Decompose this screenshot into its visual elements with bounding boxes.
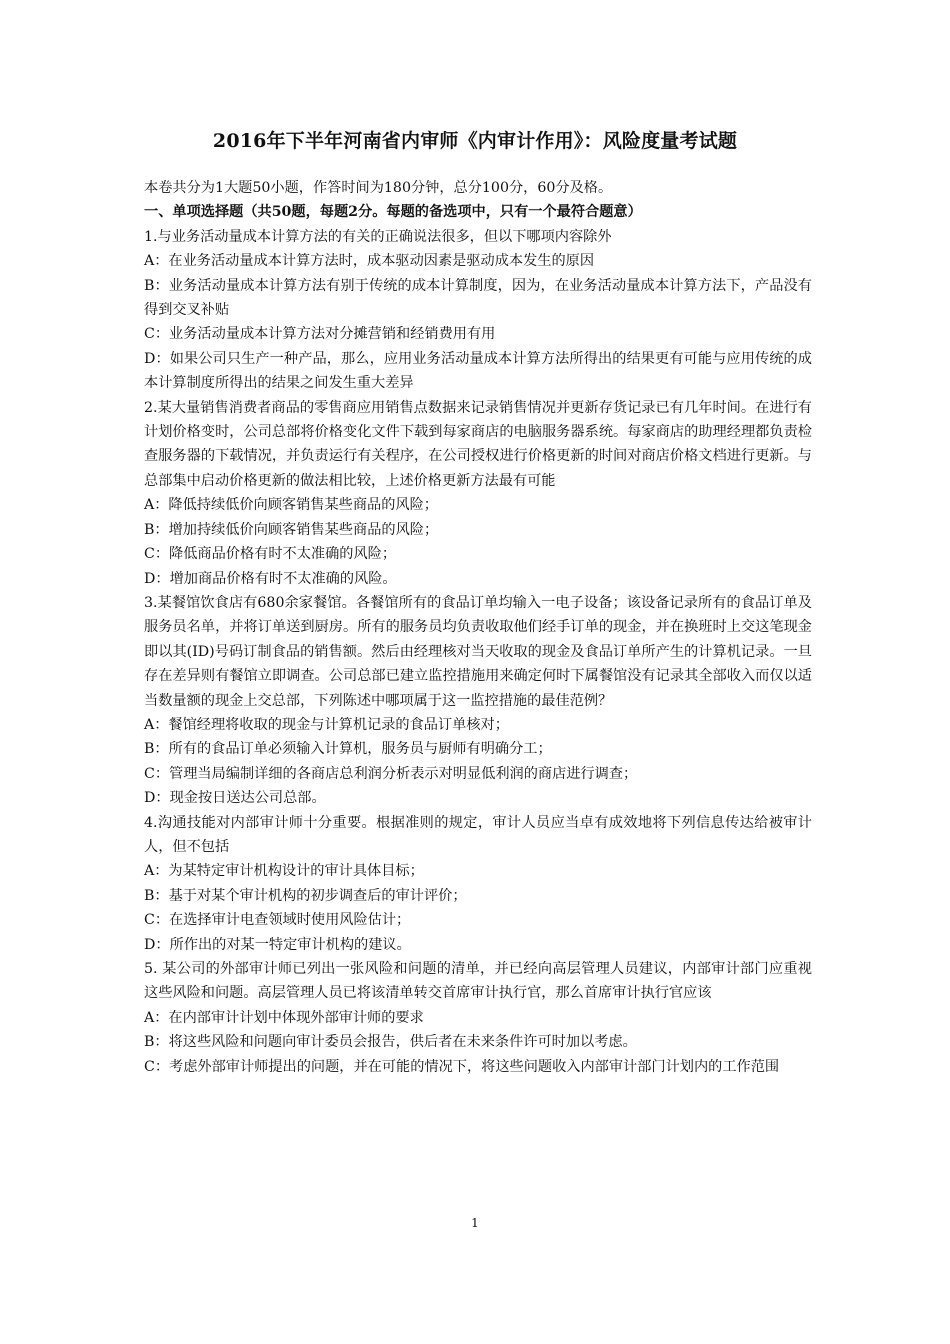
question-block	[144, 396, 812, 591]
question-block	[144, 811, 812, 957]
question-stem: 5. 某公司的外部审计师已列出一张风险和问题的清单，并已经向高层管理人员建议，内部审计部门应重视这些风险和问题。高层管理人员已将该清单转交首席审计执行官，那么首席审计执行官应该	[144, 961, 812, 1002]
section-heading: 一、单项选择题（共50题，每题2分。每题的备选项中，只有一个最符合题意）	[144, 204, 642, 221]
document-body	[144, 176, 812, 1079]
question-option: D：增加商品价格有时不太准确的风险。	[144, 570, 397, 587]
question-option: B：将这些风险和问题向审计委员会报告，供后者在未来条件许可时加以考虑。	[144, 1034, 637, 1051]
question-option: B：所有的食品订单必须输入计算机，服务员与厨师有明确分工；	[144, 741, 552, 758]
question-option: D：所作出的对某一特定审计机构的建议。	[144, 936, 411, 953]
question-option: A：在业务活动量成本计算方法时，成本驱动因素是驱动成本发生的原因	[144, 253, 595, 270]
question-option: B：业务活动量成本计算方法有别于传统的成本计算制度，因为，在业务活动量成本计算方法下，产品没有得到交叉补贴	[144, 277, 812, 319]
question-block	[144, 957, 812, 1079]
question-block	[144, 591, 812, 811]
exam-intro: 本卷共分为1大题50小题，作答时间为180分钟，总分100分，60分及格。	[144, 180, 613, 196]
question-option: A：在内部审计计划中体现外部审计师的要求	[144, 1009, 424, 1026]
question-option: A：为某特定审计机构设计的审计具体目标；	[144, 863, 424, 880]
question-stem: 2.某大量销售消费者商品的零售商应用销售点数据来记录销售情况并更新存货记录已有几年时间。在进行有计划价格变时，公司总部将价格变化文件下载到每家商店的电脑服务器系统。每家商店的助理经理都负责检查服务器的下载情况，并负责运行有关程序，在公司授权进行价格更新的时间对商店价格文档进行更新。与总部集中启动价格更新的做法相比较，上述价格更新方法最有可能	[144, 399, 812, 489]
question-option: D：如果公司只生产一种产品，那么，应用业务活动量成本计算方法所得出的结果更有可能与应用传统的成本计算制度所得出的结果之间发生重大差异	[144, 350, 812, 392]
question-stem: 3.某餐馆饮食店有680余家餐馆。各餐馆所有的食品订单均输入一电子设备；该设备记录所有的食品订单及服务员名单，并将订单送到厨房。所有的服务员均负责收取他们经手订单的现金，并在换班时上交这笔现金即以其(ID)号码订制食品的销售额。然后由经理核对当天收取的现金及食品订单所产生的计算机记录。一旦存在差异则有餐馆立即调查。公司总部已建立监控措施用来确定何时下属餐馆没有记录其全部收入而仅以适当数量额的现金上交总部，下列陈述中哪项属于这一监控措施的最佳范例？	[144, 594, 812, 709]
question-stem: 4.沟通技能对内部审计师十分重要。根据准则的规定，审计人员应当卓有成效地将下列信息传达给被审计人，但不包括	[144, 814, 812, 855]
question-option: B：基于对某个审计机构的初步调查后的审计评价；	[144, 887, 467, 904]
question-option: B：增加持续低价向顾客销售某些商品的风险；	[144, 521, 439, 538]
question-option: D：现金按日送达公司总部。	[144, 790, 326, 807]
question-stem: 1.与业务活动量成本计算方法的有关的正确说法很多，但以下哪项内容除外	[144, 228, 612, 245]
question-option: C：管理当局编制详细的各商店总利润分析表示对明显低利润的商店进行调查；	[144, 765, 638, 782]
question-option: C：在选择审计电查领域时使用风险估计；	[144, 912, 411, 929]
question-option: A：降低持续低价向顾客销售某些商品的风险；	[144, 497, 438, 514]
question-option: C：降低商品价格有时不太准确的风险；	[144, 546, 397, 563]
question-option: A：餐馆经理将收取的现金与计算机记录的食品订单核对；	[144, 716, 509, 733]
question-option: C：考虑外部审计师提出的问题，并在可能的情况下，将这些问题收入内部审计部门计划内的工作范围	[144, 1058, 780, 1075]
page-title: 2016年下半年河南省内审师《内审计作用》：风险度量考试题	[212, 130, 738, 152]
page-number: 1	[471, 1216, 479, 1230]
question-option: C：业务活动量成本计算方法对分摊营销和经销费用有用	[144, 326, 496, 343]
question-block	[144, 225, 812, 396]
